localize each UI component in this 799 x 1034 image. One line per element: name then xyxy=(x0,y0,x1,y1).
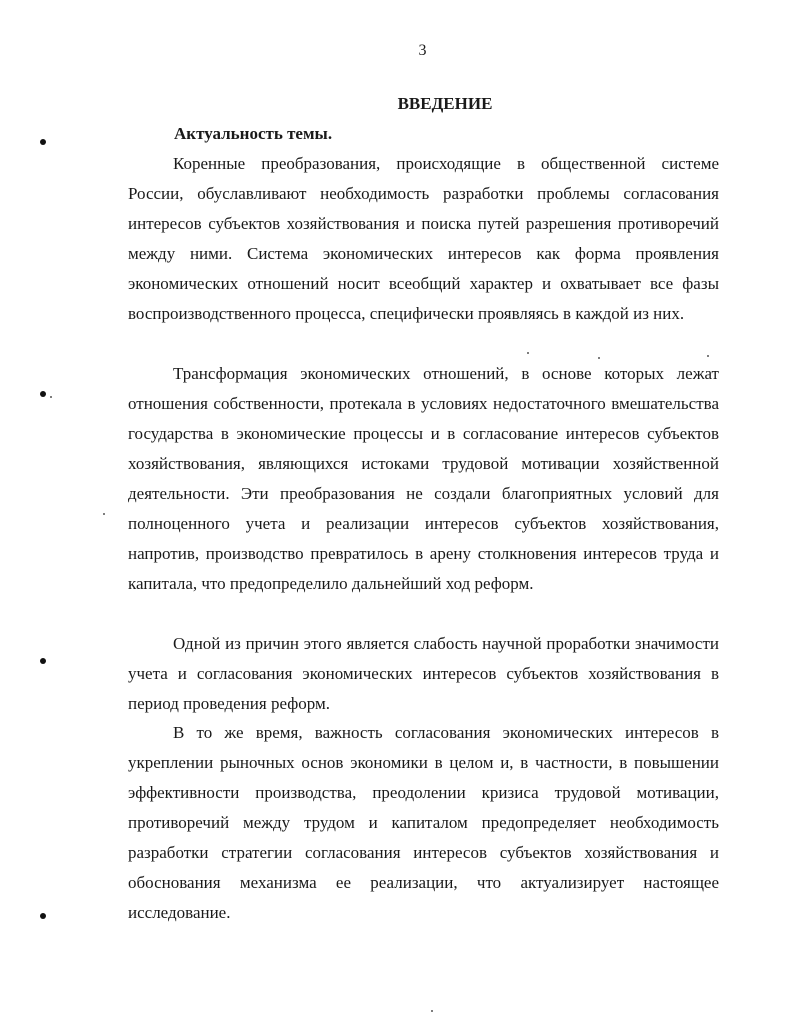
binder-hole-mark xyxy=(40,658,46,664)
paragraph xyxy=(128,149,719,329)
paragraph-text: В то же время, важность согласования экономических интересов в укреплении рыночных основ экономики в целом и, в частности, в повышении эффективности производства, преодолении кризиса трудовой мотивации, противоречий между трудом и капиталом предопределяет необходимость разработки стратегии согласования интересов субъектов хозяйствования и обоснования механизма ее реализации, что актуализирует настоящее исследование. xyxy=(128,723,719,922)
scan-speck xyxy=(431,1010,433,1012)
paragraph xyxy=(128,629,719,719)
section-subheading: Актуальность темы. xyxy=(174,124,333,143)
scan-speck xyxy=(50,396,52,398)
page-title: ВВЕДЕНИЕ xyxy=(397,94,493,113)
scan-speck xyxy=(527,352,529,354)
scan-speck xyxy=(598,357,600,359)
scan-speck xyxy=(707,355,709,357)
paragraph-text: Одной из причин этого является слабость научной проработки значимости учета и согласования экономических интересов субъектов хозяйствования в период проведения реформ. xyxy=(128,634,719,713)
paragraph-text: Трансформация экономических отношений, в основе которых лежат отношения собственности, протекала в условиях недостаточного вмешательства государства в экономические процессы и в согласование интересов субъектов хозяйствования, являющихся истоками трудовой мотивации хозяйственной деятельности. Эти преобразования не создали благоприятных условий для полноценного учета и реализации интересов субъектов хозяйствования, напротив, производство превратилось в арену столкновения интересов труда и капитала, что предопределило дальнейший ход реформ. xyxy=(128,364,719,593)
paragraph xyxy=(128,359,719,599)
paragraph-text: Коренные преобразования, происходящие в общественной системе России, обуславливают необходимость разработки проблемы согласования интересов субъектов хозяйствования и поиска путей разрешения противоречий между ними. Система экономических интересов как форма проявления экономических отношений носит всеобщий характер и охватывает все фазы воспроизводственного процесса, специфически проявляясь в каждой из них. xyxy=(128,154,719,323)
scan-speck xyxy=(103,513,105,515)
page-number: 3 xyxy=(418,42,427,59)
binder-hole-mark xyxy=(40,913,46,919)
binder-hole-mark xyxy=(40,139,46,145)
binder-hole-mark xyxy=(40,391,46,397)
paragraph xyxy=(128,718,719,928)
